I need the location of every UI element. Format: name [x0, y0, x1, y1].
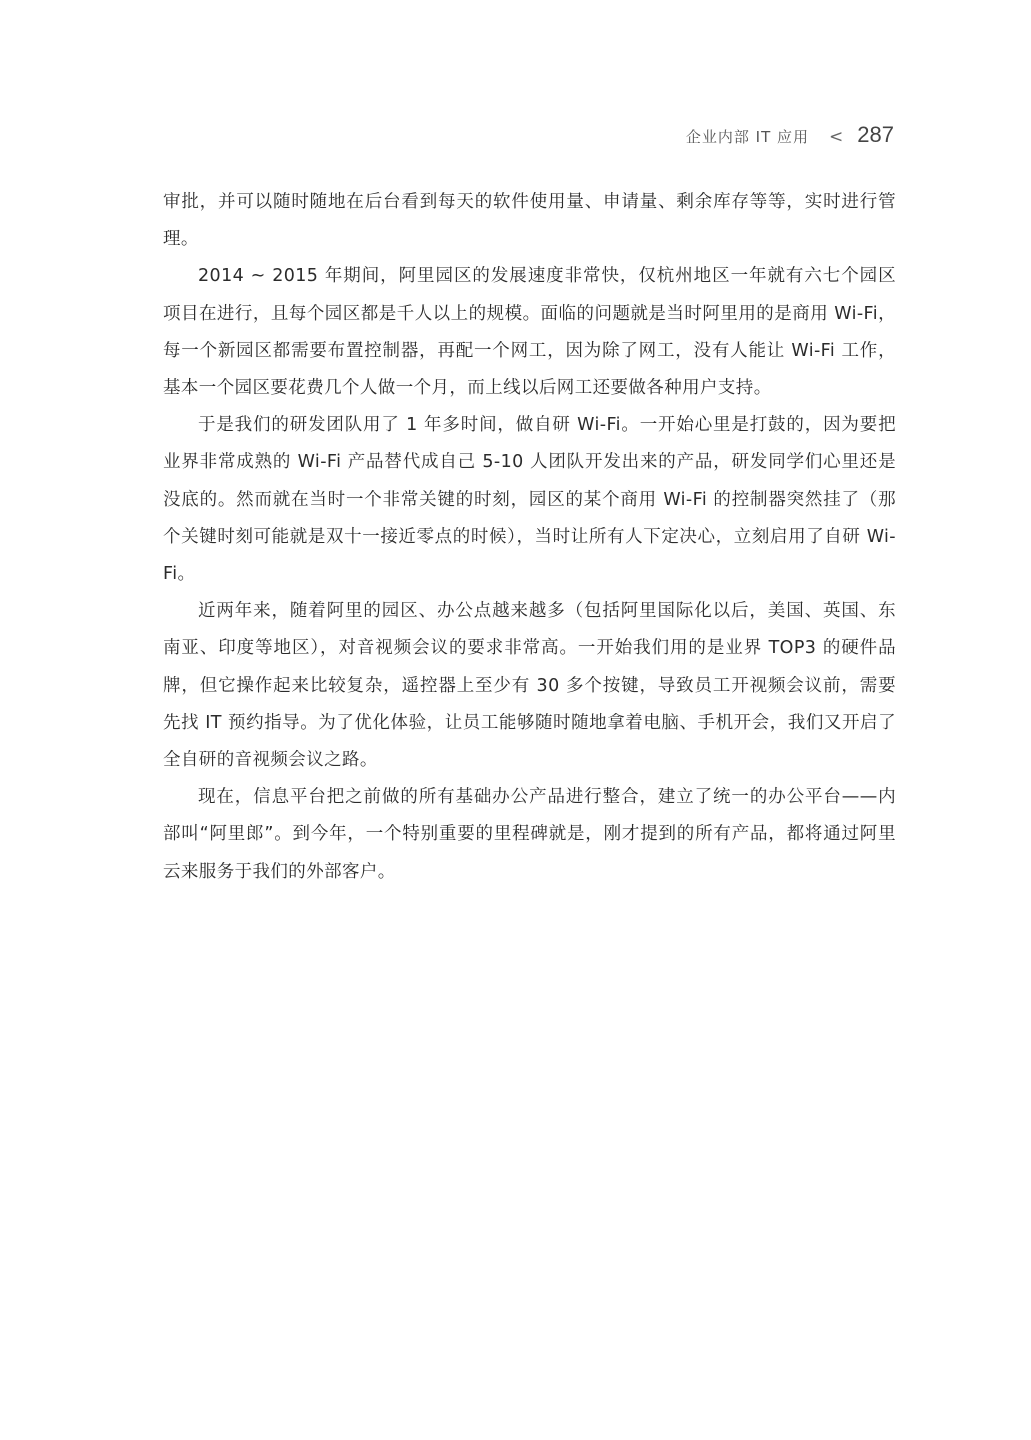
paragraph-5: 现在，信息平台把之前做的所有基础办公产品进行整合，建立了统一的办公平台——内部叫“阿里郎”。到今年，一个特别重要的里程碑就是，刚才提到的所有产品，都将通过阿里云来服务于我们的外部客户。 — [163, 787, 896, 882]
body-text — [163, 184, 896, 891]
paragraph-2: 2014 ~ 2015 年期间，阿里园区的发展速度非常快，仅杭州地区一年就有六七个园区项目在进行，且每个园区都是千人以上的规模。面临的问题就是当时阿里用的是商用 Wi-Fi，每一个新园区都需要布置控制器，再配一个网工，因为除了网工，没有人能让 Wi-Fi 工作，基本一个园区要花费几个人做一个月，而上线以后网工还要做各种用户支持。 — [163, 266, 896, 399]
paragraph-1: 审批，并可以随时随地在后台看到每天的软件使用量、申请量、剩余库存等等，实时进行管理。 — [163, 192, 896, 250]
paragraph-3: 于是我们的研发团队用了 1 年多时间，做自研 Wi-Fi。一开始心里是打鼓的，因为要把业界非常成熟的 Wi-Fi 产品替代成自己 5-10 人团队开发出来的产品，研发同学们心里还是没底的。然而就在当时一个非常关键的时刻，园区的某个商用 Wi-Fi 的控制器突然挂了（那个关键时刻可能就是双十一接近零点的时候），当时让所有人下定决心，立刻启用了自研 Wi-Fi。 — [163, 415, 896, 585]
paragraph-4: 近两年来，随着阿里的园区、办公点越来越多（包括阿里国际化以后，美国、英国、东南亚、印度等地区），对音视频会议的要求非常高。一开始我们用的是业界 TOP3 的硬件品牌，但它操作起来比较复杂，遥控器上至少有 30 多个按键，导致员工开视频会议前，需要先找 IT 预约指导。为了优化体验，让员工能够随时随地拿着电脑、手机开会，我们又开启了全自研的音视频会议之路。 — [163, 601, 896, 771]
separator-glyph: < — [829, 127, 844, 147]
section-title: 企业内部 IT 应用 — [685, 128, 810, 146]
page-number: 287 — [857, 122, 894, 147]
running-header — [686, 122, 894, 148]
